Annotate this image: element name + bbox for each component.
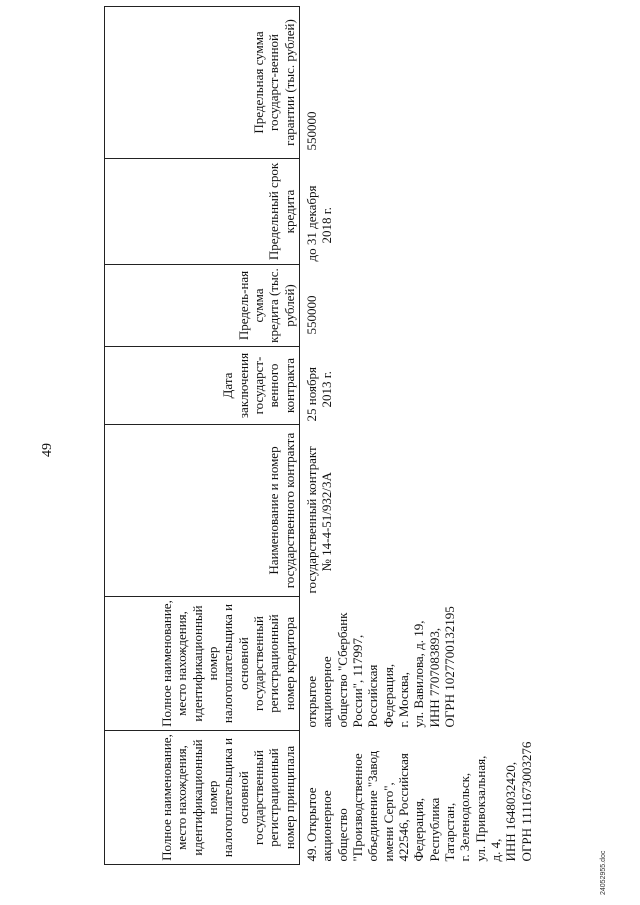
header-principal: Полное наименование, место нахождения, идентификационный номер налогоплательщика и основной государственный регистрационный номер принципала [105,731,300,865]
cell-line: г. Зеленодольск, [457,772,473,862]
cell-line: открытое [304,676,319,728]
cell-line: ОГРН 1111673003276 [518,741,534,862]
cell-line: Федерация, [380,663,396,728]
cell-line: № 14-4-51/932/3А [319,472,335,572]
guarantee-table-container [104,7,538,865]
cell-line: России", 117997, [349,634,365,728]
cell-line: 49. Открытое [304,787,319,862]
cell-line: 422546, Российская [395,753,411,862]
cell-line: ул. Привокзальная, [472,755,488,862]
table-row [300,7,538,865]
cell-creditor [300,597,538,731]
header-creditor: Полное наименование, место нахождения, идентификационный номер налогоплательщика и основной государственный регистрационный номер кредитора [105,597,300,731]
cell-line: общество [334,808,350,862]
cell-credit-amount: 550000 [304,295,319,335]
cell-line: ул. Вавилова, д. 19, [411,620,427,728]
header-credit-amount: Предель-ная сумма кредита (тыс. рублей) [105,265,300,347]
cell-line: имени Серго", [380,782,396,862]
cell-line: Федерация, [411,797,427,862]
header-contract: Наименование и номер государственного контракта [105,425,300,597]
cell-line: ИНН 7707083893, [426,627,442,728]
cell-line: акционерное [319,790,335,862]
cell-contract-date [300,347,538,425]
cell-line: общество "Сбербанк [334,612,350,728]
cell-line: до 31 декабря [304,185,319,262]
cell-line: 2018 г. [319,207,335,244]
cell-line: акционерное [319,656,335,728]
document-code: 24052955.doc [600,850,607,895]
cell-contract [300,425,538,597]
cell-line: объединение "Завод [365,750,381,862]
header-credit-term: Предельный срок кредита [105,159,300,265]
page-number: 49 [40,443,55,457]
cell-line: ОГРН 1027700132195 [441,606,457,728]
cell-line: 2013 г. [319,371,335,408]
table-header-row [105,7,300,865]
cell-principal [300,731,538,865]
cell-line: Татарстан, [441,802,457,862]
header-contract-date: Дата заключения государст-венного контракта [105,347,300,425]
cell-line: ИНН 1648032420, [503,761,519,862]
cell-line: г. Москва, [395,672,411,728]
cell-line: "Производственное [349,753,365,862]
cell-line: Республика [426,797,442,862]
cell-guarantee-amount: 550000 [304,111,319,151]
cell-line: д. 4, [487,838,503,862]
cell-line: 25 ноября [304,366,319,422]
cell-line: государственный контракт [304,446,319,594]
guarantee-table [104,6,538,865]
header-guarantee-amount: Предельная сумма государст-венной гарантии (тыс. рублей) [105,7,300,159]
cell-credit-term [300,159,538,265]
cell-line: Российская [365,664,381,728]
